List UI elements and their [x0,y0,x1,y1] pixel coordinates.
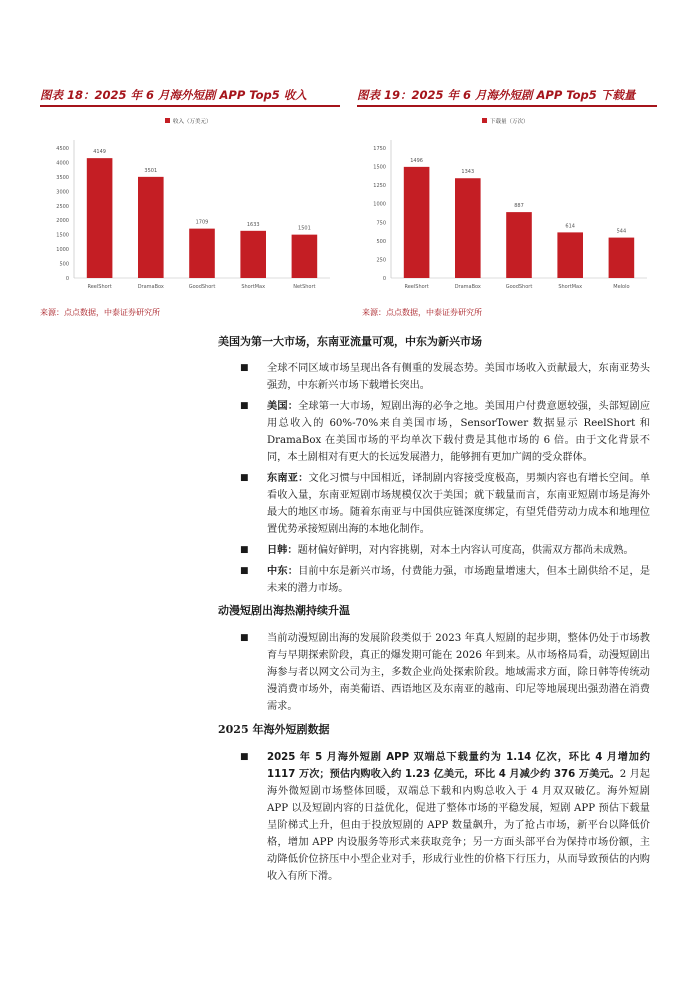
bullet-text: 当前动漫短剧出海的发展阶段类似于 2023 年真人短剧的起步期，整体仍处于市场教育与早期探索阶段，真正的爆发期可能在 2026 年到来。从市场格局看，动漫短剧出海参与者以网文公司为主，多数企业尚处探索阶段。地域需求方面，除日韩等传统动漫消费市场外，南美葡语、西语地区及东南亚的越南、印尼等地展现出强劲潜在消费需求。 [267,633,650,712]
section-heading-markets: 美国为第一大市场，东南亚流量可观，中东为新兴市场 [218,335,482,348]
data-label: 1496 [410,157,423,164]
data-label: 3501 [144,167,158,174]
data-label: 887 [514,203,524,210]
bullet-lead: 2025 年 5 月海外短剧 APP 双端总下载量约为 1.14 亿次，环比 4 月增加约 1117 万次；预估内购收入约 1.23 亿美元，环比 4 月减少约 376 万美元。 [267,752,650,780]
bullet-lead: 日韩： [267,545,298,556]
y-tick-label: 750 [376,220,386,227]
legend-label: 收入（万美元） [173,119,212,125]
y-tick-label: 3500 [56,174,69,181]
downloads-chart-svg [357,110,657,305]
x-tick-label: ReelShort [87,284,112,290]
section-anime-list [240,630,650,715]
legend-swatch [165,118,170,123]
figure-18-title: 图表 18：2025 年 6 月海外短剧 APP Top5 收入 [40,85,340,107]
figure-19-title: 图表 19：2025 年 6 月海外短剧 APP Top5 下载量 [357,85,657,107]
data-label: 614 [565,223,575,230]
y-tick-label: 0 [65,276,69,282]
list-item [240,542,650,559]
y-tick-label: 2500 [56,203,69,210]
section-data-list [240,749,650,885]
data-label: 1343 [461,169,475,176]
bullet-icon: ■ [240,633,249,643]
bar [404,167,430,278]
x-tick-label: ShortMax [241,284,266,290]
bar [189,229,215,278]
data-label: 1501 [298,225,311,232]
list-item [240,749,650,885]
x-tick-label: DramaBox [137,284,164,290]
bullet-text: 题材偏好鲜明，对内容挑剔，对本土内容认可度高，供需双方都尚未成熟。 [297,545,634,556]
section-heading-anime: 动漫短剧出海热潮持续升温 [218,604,350,617]
bullet-text: 文化习惯与中国相近，译制剧内容接受度极高，男频内容也有增长空间。单看收入量，东南亚短剧市场规模仅次于美国；就下载量而言，东南亚短剧市场是海外最大的地区市场。随着东南亚与中国供应链深度绑定，有望凭借劳动力成本和地理位置优势承接短剧出海的本地化制作。 [267,473,651,535]
revenue-chart [40,110,340,305]
x-tick-label: GoodShort [505,284,533,290]
bullet-text: 全球不同区域市场呈现出各有侧重的发展态势。美国市场收入贡献最大，东南亚势头强劲，中东新兴市场下载增长突出。 [267,363,650,391]
x-tick-label: Melolo [613,284,630,290]
bar [240,231,266,278]
y-tick-label: 500 [376,238,386,245]
data-label: 1633 [246,221,260,228]
list-item [240,563,650,597]
bullet-icon: ■ [240,566,249,576]
y-tick-label: 3000 [56,189,69,196]
section-heading-data: 2025 年海外短剧数据 [218,723,330,736]
bullet-icon: ■ [240,401,249,411]
bullet-text: 2 月起海外微短剧市场整体回暖，双端总下载和内购总收入于 4 月双双破亿。海外短剧 APP 以及短剧内容的日益优化，促进了整体市场的平稳发展，短剧 APP 预估下载量呈阶梯式上升，但由于投放短剧的 APP 数量飙升，为了抢占市场，新平台以降低价格，增加 APP 内设服务等形式来获取竞争；另一方面头部平台为保持市场份额，主动降低价位挤压中小型企业对手，形成行业性的价格下行压力，从而导致预估的内购收入有所下滑。 [267,769,650,882]
list-item [240,470,650,538]
bullet-lead: 东南亚： [267,473,309,484]
bullet-icon: ■ [240,752,249,762]
bullet-icon: ■ [240,545,249,555]
bar [609,238,635,278]
bar [138,177,164,278]
y-tick-label: 1000 [56,247,69,254]
figure-18-source: 来源：点点数据，中泰证券研究所 [40,308,160,317]
section-markets-list [240,360,650,597]
bar [292,235,318,278]
y-tick-label: 250 [376,257,386,264]
y-tick-label: 1500 [373,164,386,171]
x-tick-label: NetShort [293,284,316,290]
y-tick-label: 4000 [56,160,69,167]
bullet-text: 目前中东是新兴市场，付费能力强，市场跑量增速大，但本土剧供给不足，是未来的潜力市场。 [267,566,651,594]
y-tick-label: 1000 [373,201,386,208]
bullet-lead: 美国： [267,401,299,412]
bullet-lead: 中东： [267,566,299,577]
figure-19-source: 来源：点点数据，中泰证券研究所 [362,308,482,317]
data-label: 4149 [93,149,106,156]
y-tick-label: 4500 [56,146,69,152]
y-tick-label: 500 [59,261,69,268]
bar [87,158,113,278]
bar [557,232,583,278]
legend-swatch [482,118,487,123]
y-tick-label: 0 [382,276,386,282]
data-label: 544 [616,228,627,235]
x-tick-label: ShortMax [558,284,583,290]
downloads-chart [357,110,657,305]
bar [506,212,532,278]
list-item [240,398,650,466]
bullet-text: 全球第一大市场，短剧出海的必争之地。美国用户付费意愿较强，头部短剧应用总收入的 60%-70%来自美国市场，SensorTower 数据显示 ReelShort 和 DramaBox 在美国市场的平均单次下载付费是其他市场的 6 倍。由于文化背景不同，本土剧相对有更大的长远发展潜力，能够拥有更加广阔的受众群体。 [267,401,651,463]
list-item [240,360,650,394]
x-tick-label: GoodShort [188,284,216,290]
y-tick-label: 1500 [56,232,69,239]
y-tick-label: 1750 [373,146,386,152]
bar [455,178,481,278]
legend-label: 下载量（万次） [490,119,529,125]
bullet-icon: ■ [240,363,249,373]
x-tick-label: ReelShort [404,284,429,290]
y-tick-label: 1250 [373,183,386,190]
data-label: 1709 [195,219,209,226]
bullet-icon: ■ [240,473,249,483]
list-item [240,630,650,715]
x-tick-label: DramaBox [454,284,481,290]
y-tick-label: 2000 [56,218,69,225]
revenue-chart-svg [40,110,340,305]
